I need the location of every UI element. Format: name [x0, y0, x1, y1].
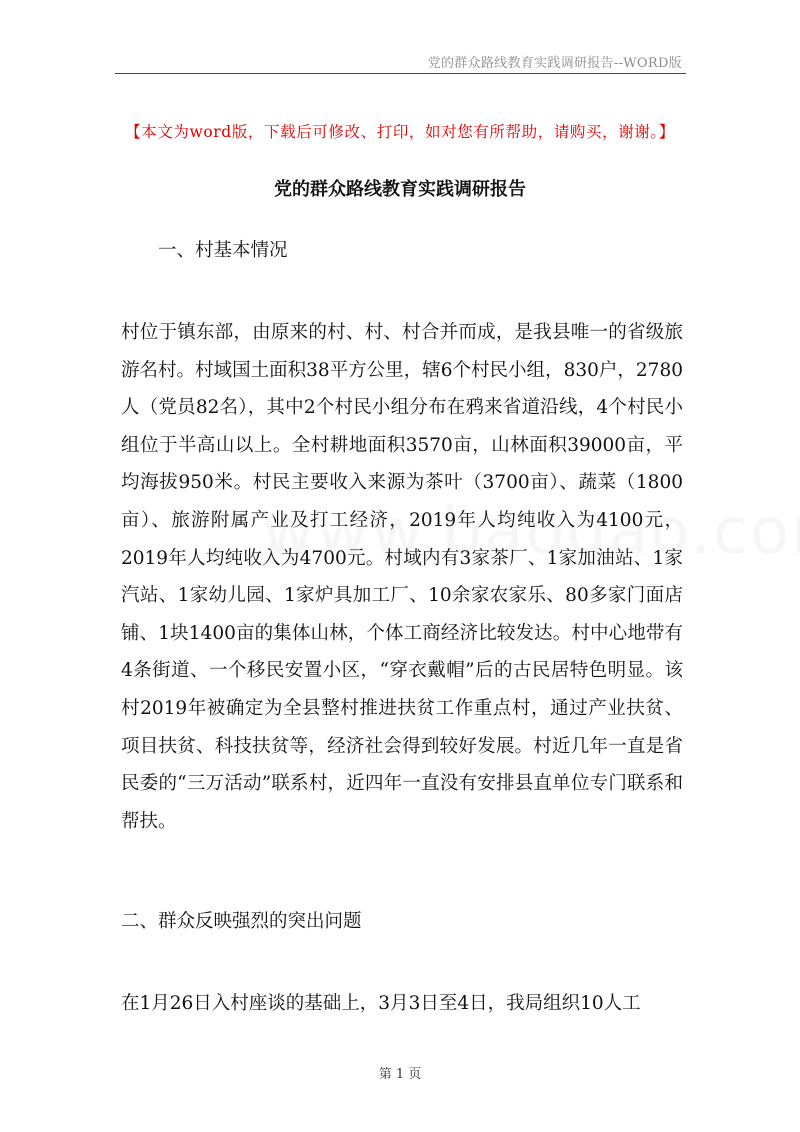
- running-header: 党的群众路线教育实践调研报告--WORD版: [427, 56, 682, 71]
- body-paragraph-2: 在1月26日入村座谈的基础上，3月3日至4日，我局组织10人工: [121, 993, 641, 1014]
- purchase-notice: 【本文为word版，下载后可修改、打印，如对您有所帮助，请购买，谢谢。】: [125, 123, 675, 141]
- header-divider: [115, 73, 686, 74]
- section-heading-2: 二、群众反映强烈的突出问题: [121, 911, 362, 932]
- section-heading-1: 一、村基本情况: [158, 240, 288, 261]
- body-paragraph-1: 村位于镇东部，由原来的村、村、村合并而成，是我县唯一的省级旅游名村。村域国土面积38平方公里，辖6个村民小组，830户，2780人（党员82名），其中2个村民小组分布在鸦来省道沿线，4个村民小组位于半高山以上。全村耕地面积3570亩，山林面积39000亩，平均海拔950米。村民主要收入来源为茶叶（3700亩）、蔬菜（1800亩）、旅游附属产业及打工经济，2019年人均纯收入为4100元，2019年人均纯收入为4700元。村域内有3家茶厂、1家加油站、1家汽站、1家幼儿园、1家炉具加工厂、10余家农家乐、80多家门面店铺、1块1400亩的集体山林，个体工商经济比较发达。村中心地带有4条街道、一个移民安置小区，“穿衣戴帽”后的古民居特色明显。该村2019年被确定为全县整村推进扶贫工作重点村，通过产业扶贫、项目扶贫、科技扶贫等，经济社会得到较好发展。村近几年一直是省民委的“三万活动”联系村，近四年一直没有安排县直单位专门联系和帮扶。: [121, 322, 683, 832]
- page-number: 第 1 页: [378, 1067, 422, 1082]
- document-title: 党的群众路线教育实践调研报告: [274, 179, 526, 200]
